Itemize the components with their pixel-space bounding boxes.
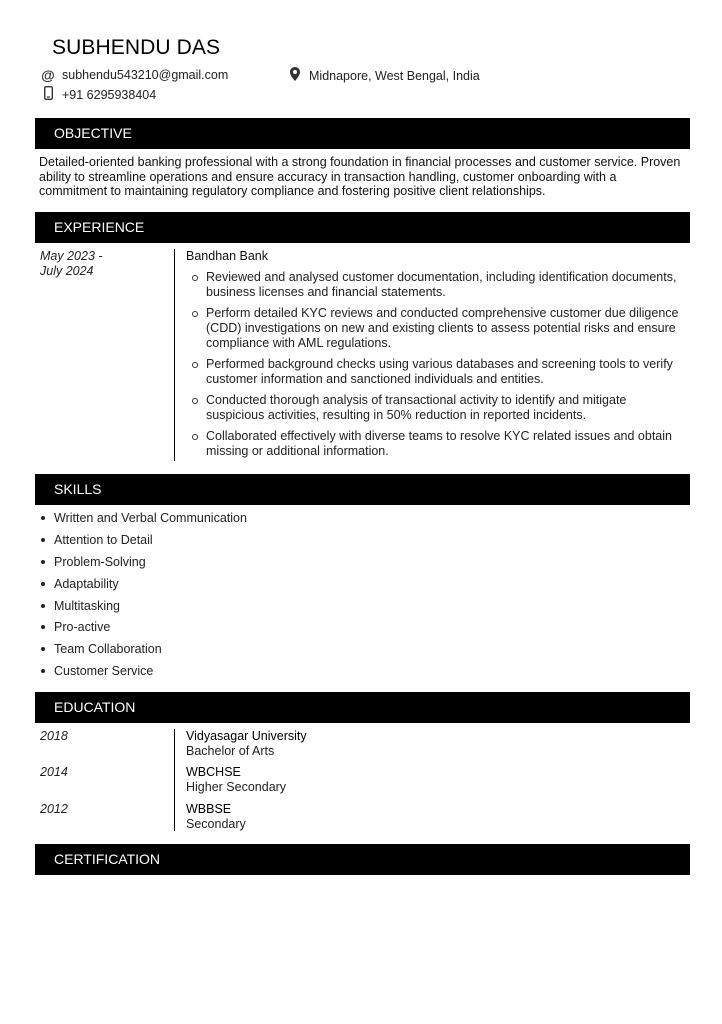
education-year: 2018	[40, 729, 68, 743]
education-year: 2012	[40, 802, 68, 816]
education-entry	[40, 802, 640, 834]
objective-text: Detailed-oriented banking professional with a strong foundation in financial processes and customer service. Proven ability to streamline operations and ensure accuracy in transaction handling, customer onboarding with a commitment to maintaining regulatory compliance and fostering positive client relationships.	[39, 155, 681, 199]
phone-text: +91 6295938404	[62, 87, 157, 102]
location-contact	[287, 67, 480, 84]
skills-heading: SKILLS	[35, 474, 690, 505]
phone-icon	[40, 86, 56, 103]
experience-heading: EXPERIENCE	[35, 212, 690, 243]
certification-heading: CERTIFICATION	[35, 844, 690, 875]
at-sign-icon: @	[41, 67, 55, 83]
skill-item: Pro-active	[40, 620, 247, 642]
duty-item: Reviewed and analysed customer documentation, including identification documents, business licenses and financial statements.	[186, 270, 688, 300]
duty-item: Performed background checks using various databases and screening tools to verify customer information and sanctioned individuals and entities.	[186, 357, 688, 387]
map-pin-icon	[287, 67, 303, 84]
duty-item: Conducted thorough analysis of transactional activity to identify and mitigate suspicious activities, resulting in 50% reduction in reported incidents.	[186, 393, 688, 423]
education-degree: Bachelor of Arts	[186, 744, 275, 758]
skill-item: Attention to Detail	[40, 533, 247, 555]
skill-item: Customer Service	[40, 664, 247, 686]
skill-item: Adaptability	[40, 577, 247, 599]
experience-date-start: May 2023 -	[40, 249, 103, 263]
skill-item: Team Collaboration	[40, 642, 247, 664]
education-institution: WBCHSE	[186, 765, 241, 779]
email-text: subhendu543210@gmail.com	[62, 68, 229, 82]
email-contact	[40, 67, 228, 83]
employer-name: Bandhan Bank	[186, 249, 269, 263]
duty-item: Collaborated effectively with diverse teams to resolve KYC related issues and obtain missing or additional information.	[186, 429, 688, 459]
duties-list	[186, 270, 688, 465]
phone-contact	[40, 86, 156, 103]
education-degree: Secondary	[186, 817, 246, 831]
duty-item: Perform detailed KYC reviews and conducted comprehensive customer due diligence (CDD) investigations on new and existing clients to assess potential risks and ensure compliance with AML regulations.	[186, 306, 688, 351]
objective-heading: OBJECTIVE	[35, 118, 690, 149]
skills-list	[40, 511, 247, 686]
experience-date-end: July 2024	[40, 264, 94, 278]
education-institution: Vidyasagar University	[186, 729, 307, 743]
skill-item: Written and Verbal Communication	[40, 511, 247, 533]
education-degree: Higher Secondary	[186, 780, 287, 794]
experience-dates	[40, 249, 103, 279]
education-institution: WBBSE	[186, 802, 232, 816]
education-entry	[40, 729, 640, 761]
education-year: 2014	[40, 765, 68, 779]
skill-item: Multitasking	[40, 599, 247, 621]
skill-item: Problem-Solving	[40, 555, 247, 577]
candidate-name: SUBHENDU DAS	[52, 36, 221, 59]
experience-divider	[174, 249, 175, 461]
education-entry	[40, 765, 640, 797]
location-text: Midnapore, West Bengal, India	[309, 68, 480, 83]
education-heading: EDUCATION	[35, 692, 690, 723]
